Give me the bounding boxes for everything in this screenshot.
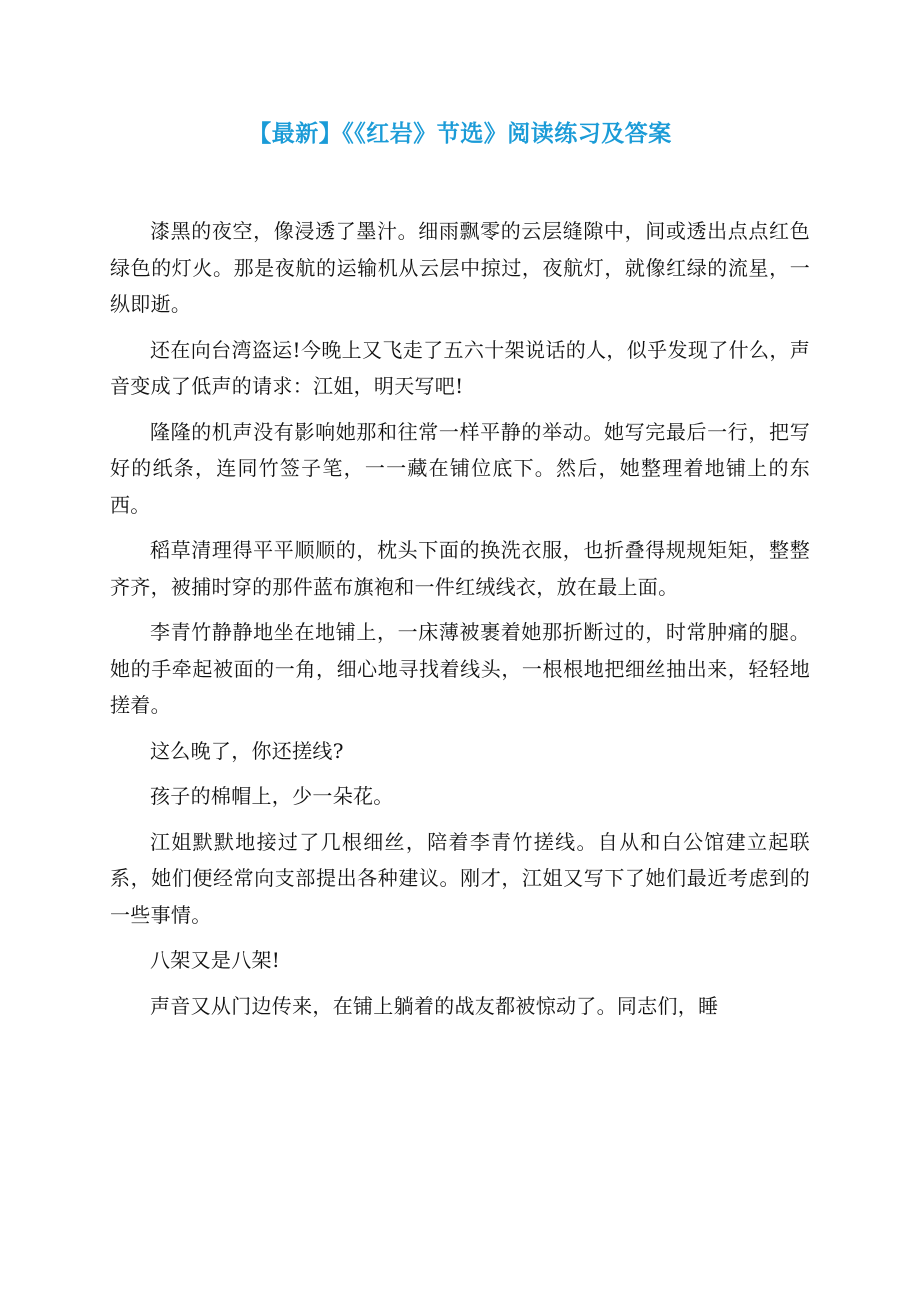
document-title: 【最新】《《红岩》节选》阅读练习及答案 <box>248 120 672 147</box>
paragraph: 漆黑的夜空，像浸透了墨汁。细雨飘零的云层缝隙中，间或透出点点红色绿色的灯火。那是夜航的运输机从云层中掠过，夜航灯，就像红绿的流星，一纵即逝。 <box>110 219 810 316</box>
paragraph: 八架又是八架! <box>150 948 281 972</box>
paragraph: 还在向台湾盗运!今晚上又飞走了五六十架说话的人，似乎发现了什么，声音变成了低声的请求：江姐，明天写吧! <box>110 337 810 398</box>
paragraph: 稻草清理得平平顺顺的，枕头下面的换洗衣服，也折叠得规规矩矩，整整齐齐，被捕时穿的那件蓝布旗袍和一件红绒线衣，放在最上面。 <box>110 538 810 599</box>
paragraph: 隆隆的机声没有影响她那和往常一样平静的举动。她写完最后一行，把写好的纸条，连同竹签子笔，一一藏在铺位底下。然后，她整理着地铺上的东西。 <box>110 419 810 517</box>
paragraph: 这么晚了，你还搓线? <box>150 738 344 763</box>
paragraph: 声音又从门边传来，在铺上躺着的战友都被惊动了。同志们，睡 <box>150 993 719 1018</box>
paragraph: 孩子的棉帽上，少一朵花。 <box>150 784 394 808</box>
paragraph: 李青竹静静地坐在地铺上，一床薄被裹着她那折断过的，时常肿痛的腿。她的手牵起被面的一角，细心地寻找着线头，一根根地把细丝抽出来，轻轻地搓着。 <box>110 620 810 717</box>
paragraph: 江姐默默地接过了几根细丝，陪着李青竹搓线。自从和白公馆建立起联系，她们便经常向支部提出各种建议。刚才，江姐又写下了她们最近考虑到的一些事情。 <box>110 829 810 927</box>
article-body <box>110 213 810 1024</box>
